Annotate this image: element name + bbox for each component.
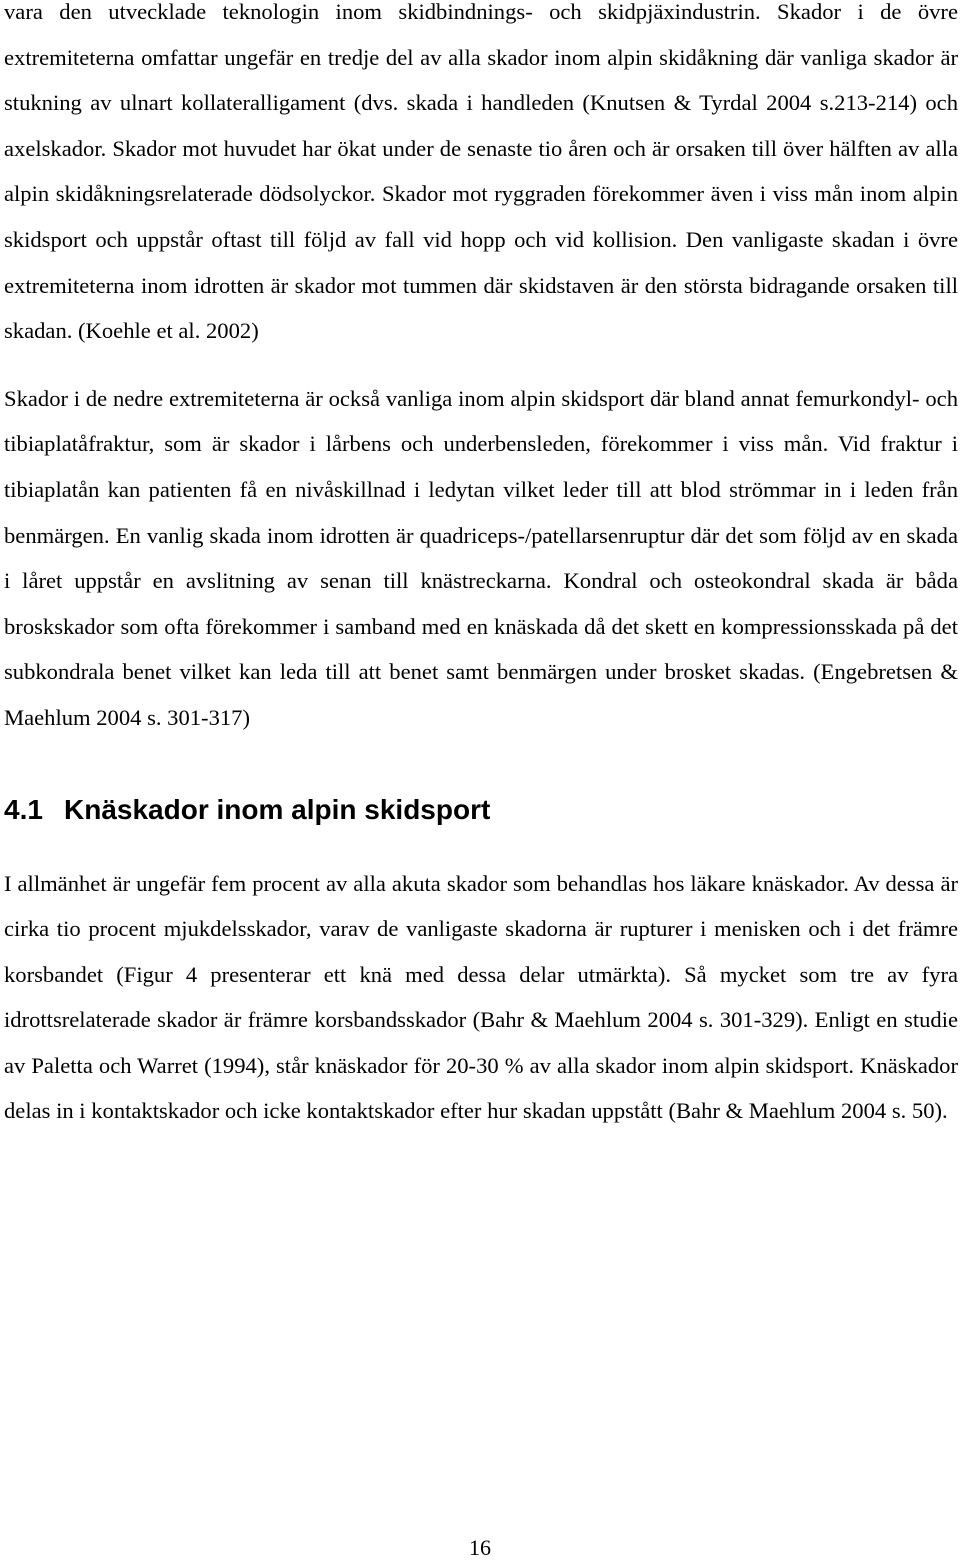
section-heading xyxy=(4,793,958,827)
body-paragraph-3: I allmänhet är ungefär fem procent av alla akuta skador som behandlas hos läkare knäskador. Av dessa är cirka tio procent mjukdelsskador, varav de vanligaste skadorna är rupturer i menisken och i det främre korsbandet (Figur 4 presenterar ett knä med dessa delar utmärkta). Så mycket som tre av fyra idrottsrelaterade skador är främre korsbandsskador (Bahr & Maehlum 2004 s. 301-329). Enligt en studie av Paletta och Warret (1994), står knäskador för 20-30 % av alla skador inom alpin skidsport. Knäskador delas in i kontaktskador och icke kontaktskador efter hur skadan uppstått (Bahr & Maehlum 2004 s. 50). xyxy=(4,870,958,1124)
body-paragraph-2: Skador i de nedre extremiteterna är också vanliga inom alpin skidsport där bland annat femurkondyl- och tibiaplatåfraktur, som är skador i lårbens och underbensleden, förekommer i viss mån. Vid fraktur i tibiaplatån kan patienten få en nivåskillnad i ledytan vilket leder till att blod strömmar in i leden från benmärgen. En vanlig skada inom idrotten är quadriceps-/patellarsenruptur där det som följd av en skada i låret uppstår en avslitning av senan till knästreckarna. Kondral och osteokondral skada är båda broskskador som ofta förekommer i samband med en knäskada då det skett en kompressionsskada på det subkondrala benet vilket kan leda till att benet samt benmärgen under brosket skadas. (Engebretsen & Maehlum 2004 s. 301-317) xyxy=(4,385,958,730)
body-paragraph-1: vara den utvecklade teknologin inom skidbindnings- och skidpjäxindustrin. Skador i de övre extremiteterna omfattar ungefär en tredje del av alla skador inom alpin skidåkning där vanliga skador är stukning av ulnart kollateralligament (dvs. skada i handleden (Knutsen & Tyrdal 2004 s.213-214) och axelskador. Skador mot huvudet har ökat under de senaste tio åren och är orsaken till över hälften av alla alpin skidåkningsrelaterade dödsolyckor. Skador mot ryggraden förekommer även i viss mån inom alpin skidsport och uppstår oftast till följd av fall vid hopp och vid kollision. Den vanligaste skadan i övre extremiteterna inom idrotten är skador mot tummen där skidstaven är den största bidragande orsaken till skadan. (Koehle et al. 2002) xyxy=(4,0,958,344)
document-page xyxy=(4,0,958,1134)
section-title: Knäskador inom alpin skidsport xyxy=(64,793,491,825)
section-number: 4.1 xyxy=(4,793,43,825)
page-number: 16 xyxy=(469,1535,491,1560)
